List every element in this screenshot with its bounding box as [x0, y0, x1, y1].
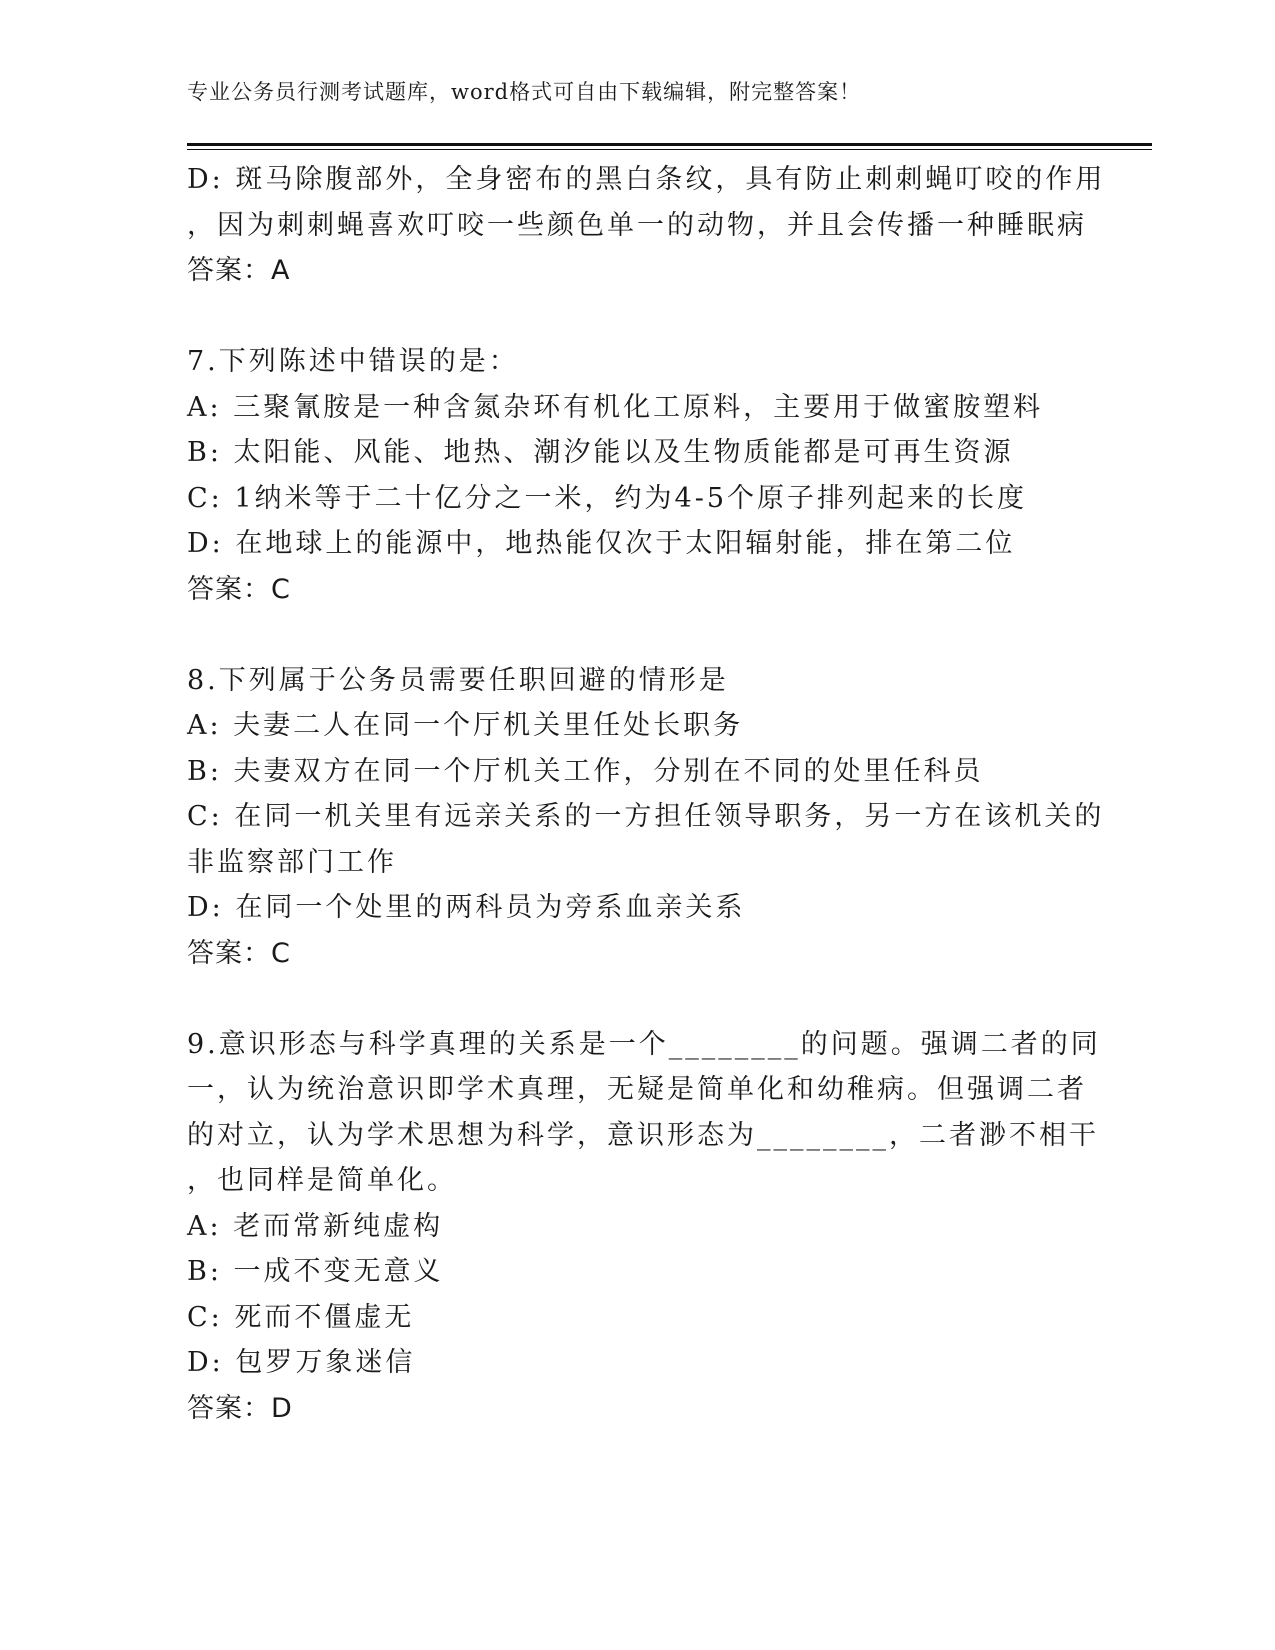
page-header: 专业公务员行测考试题库，word格式可自由下载编辑，附完整答案！ — [187, 80, 862, 104]
question-9-option-a: A: 老而常新纯虚构 — [187, 1210, 444, 1242]
question-9-stem-line-2: 一，认为统治意识即学术真理，无疑是简单化和幼稚病。但强调二者 — [187, 1074, 1087, 1105]
question-8-option-d: D: 在同一个处里的两科员为旁系血亲关系 — [187, 892, 746, 923]
question-content — [187, 157, 1106, 1431]
option-d-line-2: ，因为刺刺蝇喜欢叮咬一些颜色单一的动物，并且会传播一种睡眠病 — [187, 209, 1087, 241]
question-8-block — [187, 658, 1105, 977]
question-7-block — [187, 339, 1087, 612]
question-9-option-d: D: 包罗万象迷信 — [187, 1347, 416, 1378]
question-7-option-a: A: 三聚氰胺是一种含氮杂环有机化工原料，主要用于做蜜胺塑料 — [187, 391, 1044, 423]
question-9-answer: 答案：D — [187, 1392, 293, 1424]
question-8-answer: 答案：C — [187, 937, 291, 969]
question-prev-block — [187, 157, 1106, 294]
answer-prev: 答案：A — [187, 255, 291, 286]
question-9-stem-line-4: ，也同样是简单化。 — [187, 1165, 457, 1196]
option-d-line-1: D: 斑马除腹部外，全身密布的黑白条纹，具有防止刺刺蝇叮咬的作用 — [187, 164, 1106, 195]
question-9-block — [187, 1022, 1101, 1432]
question-7-stem: 7.下列陈述中错误的是： — [187, 346, 519, 377]
spacer — [187, 294, 1087, 340]
question-8-stem: 8.下列属于公务员需要任职回避的情形是 — [187, 664, 729, 696]
question-8-option-a: A: 夫妻二人在同一个厅机关里任处长职务 — [187, 710, 744, 741]
question-8-option-b: B: 夫妻双方在同一个厅机关工作，分别在不同的处里任科员 — [187, 755, 984, 787]
question-7-option-b: B: 太阳能、风能、地热、潮汐能以及生物质能都是可再生资源 — [187, 437, 1014, 468]
question-9-stem-line-1: 9.意识形态与科学真理的关系是一个________的问题。强调二者的同 — [187, 1028, 1101, 1060]
header-rule-thick — [187, 143, 1152, 146]
spacer — [187, 612, 1087, 658]
question-9-option-c: C: 死而不僵虚无 — [187, 1301, 415, 1333]
question-9-stem-line-3: 的对立，认为学术思想为科学，意识形态为________，二者渺不相干 — [187, 1119, 1099, 1151]
header-rule-thin — [187, 149, 1152, 150]
question-9-option-b: B: 一成不变无意义 — [187, 1256, 444, 1287]
question-7-option-d: D: 在地球上的能源中，地热能仅次于太阳辐射能，排在第二位 — [187, 528, 1016, 559]
question-8-option-c-line-2: 非监察部门工作 — [187, 846, 397, 878]
question-8-option-c-line-1: C: 在同一机关里有远亲关系的一方担任领导职务，另一方在该机关的 — [187, 801, 1105, 832]
question-7-option-c: C: 1纳米等于二十亿分之一米，约为4-5个原子排列起来的长度 — [187, 482, 1027, 514]
question-7-answer: 答案：C — [187, 573, 291, 605]
spacer — [187, 976, 1087, 1022]
